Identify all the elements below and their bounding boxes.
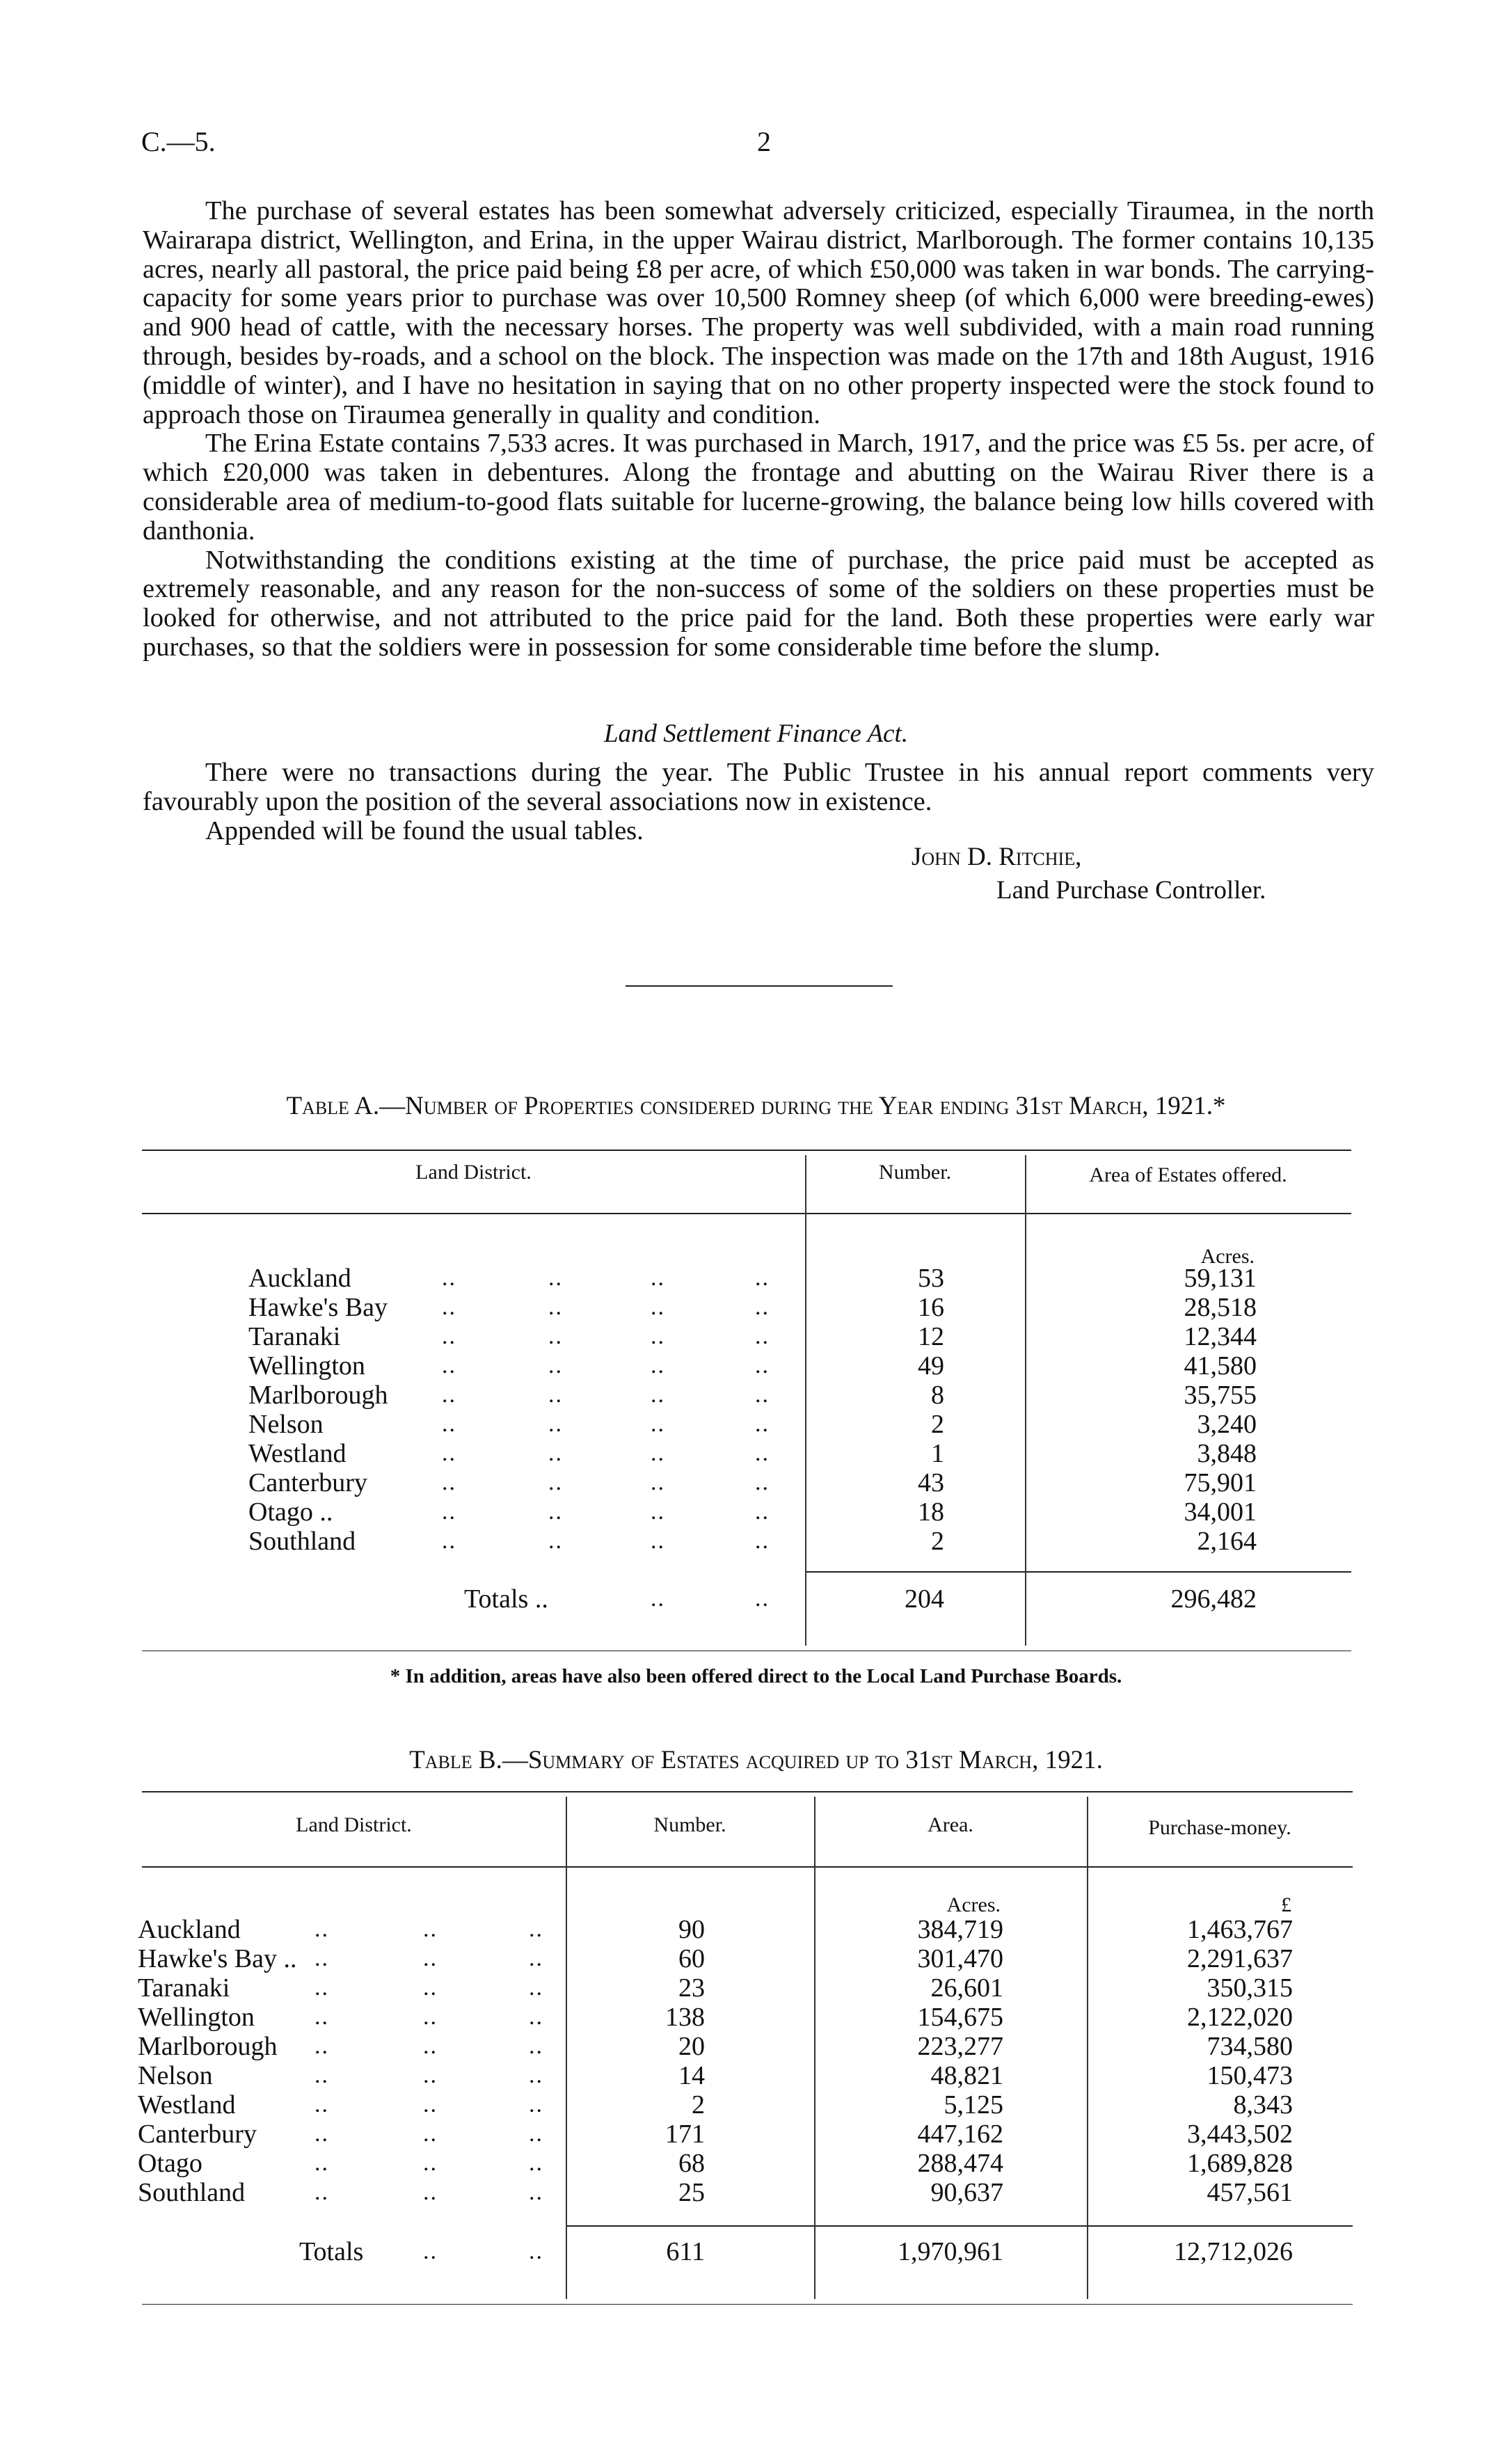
number-value: 1: [931, 1439, 944, 1468]
leader-dots: ..: [315, 2092, 329, 2117]
leader-dots: ..: [423, 2062, 438, 2088]
leader-dots: ..: [651, 1353, 665, 1378]
number-value: 43: [918, 1468, 944, 1497]
leader-dots: ..: [651, 1440, 665, 1466]
leader-dots: ..: [755, 1265, 770, 1291]
district-name: Hawke's Bay: [248, 1293, 388, 1322]
document-reference: C.—5.: [141, 126, 216, 157]
leader-dots: ..: [442, 1353, 456, 1378]
area-value: 34,001: [1184, 1497, 1257, 1527]
leader-dots: ..: [315, 2150, 329, 2176]
leader-dots: ..: [423, 2033, 438, 2059]
leader-dots: ..: [755, 1499, 770, 1525]
paragraph: Appended will be found the usual tables.: [205, 816, 644, 845]
area-value: 301,470: [917, 1944, 1003, 1973]
number-value: 68: [678, 2149, 705, 2178]
table-b-top-rule: [142, 1791, 1353, 1792]
leader-dots: ..: [442, 1528, 456, 1554]
leader-dots: ..: [548, 1294, 563, 1320]
number-value: 49: [918, 1351, 944, 1381]
number-value: 8: [931, 1381, 944, 1410]
leader-dots: ..: [651, 1499, 665, 1525]
area-value: 12,344: [1184, 1322, 1257, 1351]
district-name: Wellington: [248, 1351, 365, 1381]
leader-dots: ..: [442, 1382, 456, 1408]
area-value: 26,601: [930, 1973, 1003, 2003]
district-name: Auckland: [138, 1915, 241, 1944]
district-name: Southland: [138, 2178, 246, 2207]
area-value: 154,675: [917, 2003, 1003, 2032]
leader-dots: ..: [548, 1440, 563, 1466]
number-value: 18: [918, 1497, 944, 1527]
leader-dots: ..: [651, 1470, 665, 1495]
number-value: 2: [931, 1527, 944, 1556]
leader-dots: ..: [755, 1470, 770, 1495]
leader-dots: ..: [529, 1946, 543, 1971]
leader-dots: ..: [315, 2033, 329, 2059]
leader-dots: ..: [423, 2004, 438, 2030]
leader-dots: ..: [755, 1294, 770, 1320]
area-value: 223,277: [917, 2032, 1003, 2061]
leader-dots: ..: [442, 1499, 456, 1525]
district-name: Wellington: [138, 2003, 255, 2032]
leader-dots: ..: [423, 1946, 438, 1971]
area-value: 5,125: [944, 2090, 1003, 2120]
column-header-land-district: Land District.: [296, 1813, 412, 1836]
leader-dots: ..: [442, 1323, 456, 1349]
leader-dots: ..: [315, 2062, 329, 2088]
leader-dots: ..: [423, 2179, 438, 2205]
leader-dots: ..: [315, 2121, 329, 2147]
leader-dots: ..: [529, 2150, 543, 2176]
purchase-money-value: 1,689,828: [1187, 2149, 1293, 2178]
purchase-money-value: 150,473: [1207, 2061, 1293, 2090]
totals-area: 1,970,961: [898, 2237, 1003, 2266]
leader-dots: ..: [755, 1353, 770, 1378]
leader-dots: ..: [529, 2179, 543, 2205]
leader-dots: ..: [548, 1382, 563, 1408]
table-a-top-rule: [142, 1150, 1351, 1151]
leader-dots: ..: [315, 1946, 329, 1971]
section-divider: [626, 985, 893, 987]
leader-dots: ..: [651, 1382, 665, 1408]
leader-dots: ..: [442, 1411, 456, 1437]
number-value: 2: [931, 1410, 944, 1439]
leader-dots: ..: [755, 1323, 770, 1349]
area-value: 75,901: [1184, 1468, 1257, 1497]
leader-dots: ..: [529, 2033, 543, 2059]
table-b-header-rule: [142, 1866, 1353, 1868]
table-a-title: Table A.—Number of Properties considered during the Year ending 31st March, 1921.*: [286, 1092, 1226, 1120]
units-pounds: £: [1281, 1893, 1291, 1916]
leader-dots: ..: [651, 1586, 665, 1612]
district-name: Nelson: [248, 1410, 324, 1439]
leader-dots: ..: [755, 1382, 770, 1408]
district-name: Auckland: [248, 1264, 351, 1293]
number-value: 25: [678, 2178, 705, 2207]
leader-dots: ..: [423, 2092, 438, 2117]
number-value: 90: [678, 1915, 705, 1944]
area-value: 35,755: [1184, 1381, 1257, 1410]
column-header-purchase-money: Purchase-money.: [1148, 1816, 1291, 1839]
number-value: 2: [692, 2090, 705, 2120]
leader-dots: ..: [315, 1916, 329, 1942]
number-value: 23: [678, 1973, 705, 2003]
column-header-area: Area of Estates offered.: [1089, 1163, 1287, 1186]
totals-number: 611: [666, 2237, 705, 2266]
district-name: Southland: [248, 1527, 356, 1556]
purchase-money-value: 457,561: [1207, 2178, 1293, 2207]
district-name: Otago: [138, 2149, 202, 2178]
district-name: Taranaki: [248, 1322, 341, 1351]
column-header-number: Number.: [653, 1813, 726, 1836]
number-value: 138: [665, 2003, 705, 2032]
leader-dots: ..: [529, 2004, 543, 2030]
number-value: 60: [678, 1944, 705, 1973]
leader-dots: ..: [315, 2179, 329, 2205]
leader-dots: ..: [442, 1294, 456, 1320]
leader-dots: ..: [529, 1916, 543, 1942]
purchase-money-value: 734,580: [1207, 2032, 1293, 2061]
district-name: Marlborough: [138, 2032, 278, 2061]
number-value: 53: [918, 1264, 944, 1293]
leader-dots: ..: [755, 1528, 770, 1554]
table-a-totals-rule: [805, 1571, 1351, 1573]
leader-dots: ..: [651, 1323, 665, 1349]
table-b-title: Table B.—Summary of Estates acquired up to 31st March, 1921.: [409, 1746, 1103, 1774]
area-value: 48,821: [930, 2061, 1003, 2090]
leader-dots: ..: [529, 2121, 543, 2147]
body-text: [143, 197, 1374, 662]
purchase-money-value: 1,463,767: [1187, 1915, 1293, 1944]
leader-dots: ..: [548, 1411, 563, 1437]
district-name: Westland: [248, 1439, 347, 1468]
district-name: Nelson: [138, 2061, 213, 2090]
units-acres: Acres.: [1200, 1245, 1255, 1268]
units-acres: Acres.: [946, 1893, 1001, 1916]
purchase-money-value: 350,315: [1207, 1973, 1293, 2003]
leader-dots: ..: [548, 1499, 563, 1525]
paragraph: The purchase of several estates has been somewhat adversely criticized, especially Tiraumea, in the north Wairarapa district, Wellington, and Erina, in the upper Wairau district, Marlborough. The former contains 10,135 acres, nearly all pastoral, the price paid being £8 per acre, of which £50,000 was taken in war bonds. The carrying-capacity for some years prior to purchase was over 10,500 Romney sheep (of which 6,000 were breeding-ewes) and 900 head of cattle, with the necessary horses. The property was well subdivided, with a main road running through, besides by-roads, and a school on the block. The inspection was made on the 17th and 18th August, 1916 (middle of winter), and I have no hesitation in saying that on no other property inspected were the stock found to approach those on Tiraumea generally in quality and condition.: [143, 196, 1374, 429]
leader-dots: ..: [548, 1323, 563, 1349]
district-name: Taranaki: [138, 1973, 230, 2003]
totals-label: Totals ..: [464, 1584, 548, 1614]
purchase-money-value: 8,343: [1233, 2090, 1293, 2120]
leader-dots: ..: [548, 1528, 563, 1554]
leader-dots: ..: [423, 2150, 438, 2176]
table-a-header-rule: [142, 1213, 1351, 1214]
leader-dots: ..: [442, 1265, 456, 1291]
totals-purchase-money: 12,712,026: [1174, 2237, 1293, 2266]
area-value: 384,719: [917, 1915, 1003, 1944]
number-value: 20: [678, 2032, 705, 2061]
purchase-money-value: 2,291,637: [1187, 1944, 1293, 1973]
leader-dots: ..: [423, 1975, 438, 2001]
column-header-area: Area.: [928, 1813, 973, 1836]
column-header-land-district: Land District.: [415, 1161, 532, 1184]
district-name: Canterbury: [248, 1468, 367, 1497]
section-text: [143, 758, 1374, 845]
leader-dots: ..: [651, 1411, 665, 1437]
leader-dots: ..: [529, 1975, 543, 2001]
area-value: 41,580: [1184, 1351, 1257, 1381]
leader-dots: ..: [548, 1470, 563, 1495]
area-value: 447,162: [917, 2120, 1003, 2149]
totals-area: 296,482: [1170, 1584, 1257, 1614]
area-value: 2,164: [1197, 1527, 1257, 1556]
section-heading: Land Settlement Finance Act.: [603, 719, 909, 748]
district-name: Westland: [138, 2090, 236, 2120]
leader-dots: ..: [755, 1586, 770, 1612]
signature-name: John D. Ritchie,: [912, 843, 1082, 871]
paragraph: Notwithstanding the conditions existing at the time of purchase, the price paid must be accepted as extremely reasonable, and any reason for the non-success of some of the soldiers on these properties must be looked for otherwise, and not attributed to the price paid for the land. Both these properties were early war purchases, so that the soldiers were in possession for some considerable time before the slump.: [143, 545, 1374, 662]
purchase-money-value: 2,122,020: [1187, 2003, 1293, 2032]
leader-dots: ..: [529, 2062, 543, 2088]
leader-dots: ..: [548, 1265, 563, 1291]
leader-dots: ..: [423, 2239, 438, 2264]
leader-dots: ..: [755, 1411, 770, 1437]
area-value: 90,637: [930, 2178, 1003, 2207]
signature-title: Land Purchase Controller.: [996, 876, 1266, 905]
area-value: 59,131: [1184, 1264, 1257, 1293]
leader-dots: ..: [315, 1975, 329, 2001]
leader-dots: ..: [442, 1440, 456, 1466]
number-value: 16: [918, 1293, 944, 1322]
leader-dots: ..: [423, 2121, 438, 2147]
leader-dots: ..: [548, 1353, 563, 1378]
column-header-number: Number.: [878, 1161, 952, 1184]
leader-dots: ..: [529, 2092, 543, 2117]
paragraph: The Erina Estate contains 7,533 acres. It was purchased in March, 1917, and the price was £5 5s. per acre, of which £20,000 was taken in debentures. Along the frontage and abutting on the Wairau River there is a considerable area of medium-to-good flats suitable for lucerne-growing, the balance being low hills covered with danthonia.: [143, 429, 1374, 546]
leader-dots: ..: [315, 2004, 329, 2030]
leader-dots: ..: [651, 1294, 665, 1320]
leader-dots: ..: [651, 1265, 665, 1291]
number-value: 12: [918, 1322, 944, 1351]
number-value: 171: [665, 2120, 705, 2149]
area-value: 3,240: [1197, 1410, 1257, 1439]
leader-dots: ..: [423, 1916, 438, 1942]
page-number: 2: [757, 126, 771, 157]
district-name: Marlborough: [248, 1381, 388, 1410]
leader-dots: ..: [442, 1470, 456, 1495]
table-b-bottom-rule: [142, 2304, 1353, 2305]
area-value: 28,518: [1184, 1293, 1257, 1322]
district-name: Canterbury: [138, 2120, 257, 2149]
purchase-money-value: 3,443,502: [1187, 2120, 1293, 2149]
district-name: Hawke's Bay ..: [138, 1944, 297, 1973]
leader-dots: ..: [529, 2239, 543, 2264]
leader-dots: ..: [651, 1528, 665, 1554]
table-a-footnote: * In addition, areas have also been offered direct to the Local Land Purchase Boards.: [390, 1665, 1122, 1687]
paragraph: There were no transactions during the year. The Public Trustee in his annual report comments very favourably upon the position of the several associations now in existence.: [143, 758, 1374, 816]
totals-number: 204: [905, 1584, 944, 1614]
totals-label: Totals: [299, 2237, 364, 2266]
area-value: 288,474: [917, 2149, 1003, 2178]
number-value: 14: [678, 2061, 705, 2090]
leader-dots: ..: [755, 1440, 770, 1466]
district-name: Otago ..: [248, 1497, 333, 1527]
area-value: 3,848: [1197, 1439, 1257, 1468]
table-b-totals-rule: [566, 2225, 1353, 2227]
